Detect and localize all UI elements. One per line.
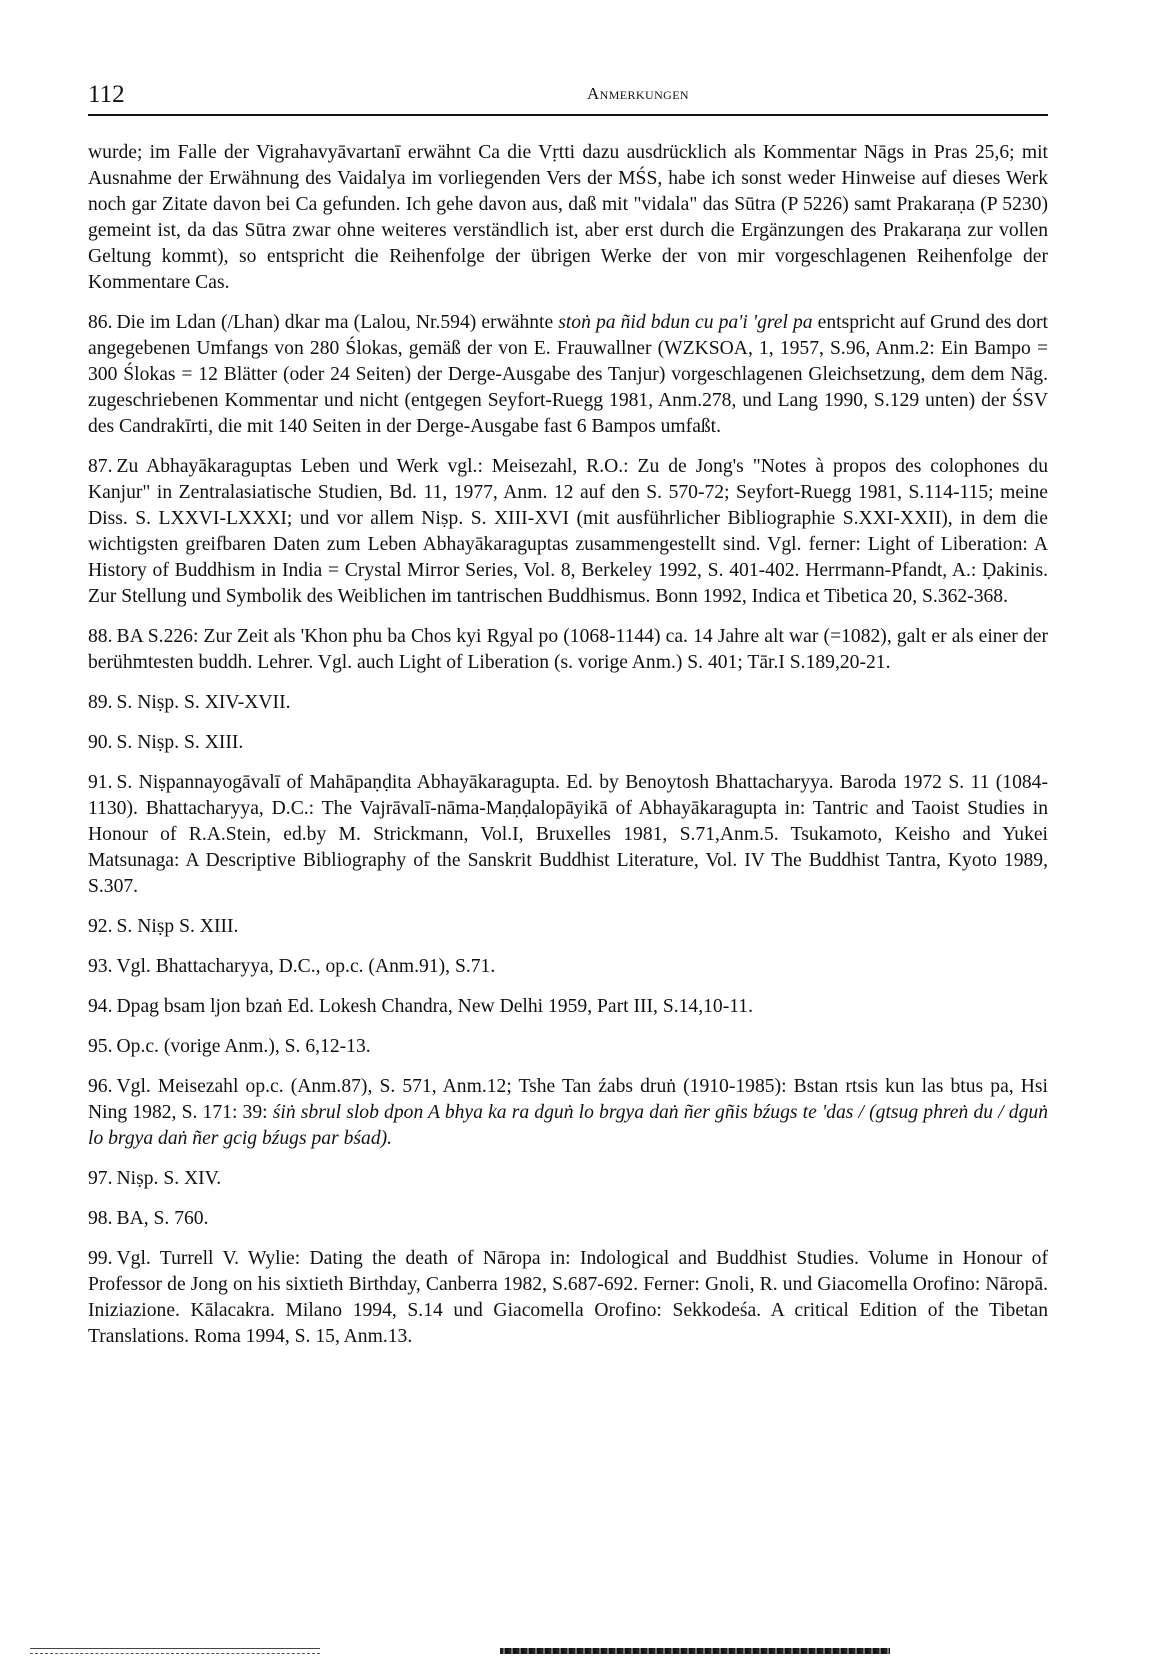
note-number: 89. bbox=[88, 692, 113, 713]
note-text: S. Niṣp S. XIII. bbox=[116, 916, 239, 937]
note-text: S. Niṣpannayogāvalī of Mahāpaṇḍita Abhayākaragupta. Ed. by Benoytosh Bhattacharyya. Baroda 1972 S. 11 (1084-1130). Bhattacharyya, D.C.: The Vajrāvalī-nāma-Maṇḍalopāyikā of Abhayākaragupta in: Tantric and Taoist Studies in Honour of R.A.Stein, ed.by M. Strickmann, Vol.I, Bruxelles 1981, S.71,Anm.5. Tsukamoto, Keisho and Yukei Matsunaga: A Descriptive Bibliography of the Sanskrit Buddhist Literature, Vol. IV The Buddhist Tantra, Kyoto 1989, S.307. bbox=[88, 772, 1048, 897]
running-title: Anmerkungen bbox=[586, 84, 689, 103]
note-number: 96. bbox=[88, 1076, 113, 1097]
page-header bbox=[88, 80, 1048, 116]
note-number: 94. bbox=[88, 996, 113, 1017]
note-91 bbox=[88, 770, 1048, 900]
note-number: 88. bbox=[88, 626, 113, 647]
note-text: Dpag bsam ljon bzaṅ Ed. Lokesh Chandra, New Delhi 1959, Part III, S.14,10-11. bbox=[116, 996, 753, 1017]
footnotes-body bbox=[88, 140, 1048, 1364]
note-92 bbox=[88, 914, 1048, 940]
note-87 bbox=[88, 454, 1048, 610]
note-text: Die im Ldan (/Lhan) dkar ma (Lalou, Nr.594) erwähnte bbox=[116, 312, 559, 333]
note-number: 93. bbox=[88, 956, 113, 977]
note-text: S. Niṣp. S. XIV-XVII. bbox=[116, 692, 291, 713]
note-text: S. Niṣp. S. XIII. bbox=[116, 732, 244, 753]
note-text: Zu Abhayākaraguptas Leben und Werk vgl.: Meisezahl, R.O.: Zu de Jong's "Notes à propos des colophones du Kanjur" in Zentralasiatische Studien, Bd. 11, 1977, Anm. 12 auf den S. 570-72; Seyfort-Ruegg 1981, S.114-115; meine Diss. S. LXXVI-LXXXI; und vor allem Niṣp. S. XIII-XVI (mit ausführlicher Bibliographie S.XXI-XXII), in dem die wichtigsten greifbaren Daten zum Leben Abhayākaraguptas zusammengestellt sind. Vgl. ferner: Light of Liberation: A History of Buddhism in India = Crystal Mirror Series, Vol. 8, Berkeley 1992, S. 401-402. Herrmann-Pfandt, A.: Ḍakinis. Zur Stellung und Symbolik des Weiblichen im tantrischen Buddhismus. Bonn 1992, Indica et Tibetica 20, S.362-368. bbox=[88, 456, 1048, 607]
note-continuation bbox=[88, 140, 1048, 296]
italic-text: śiṅ sbrul slob dpon A bhya ka ra dguṅ lo brgya daṅ ñer gñis bźugs te 'das / (gtsug phreṅ du / dguṅ lo brgya daṅ ñer gcig bźugs par bśad). bbox=[88, 1102, 1048, 1149]
scan-edge-artifact bbox=[500, 1648, 890, 1654]
note-98 bbox=[88, 1206, 1048, 1232]
note-text: Vgl. Bhattacharyya, D.C., op.c. (Anm.91), S.71. bbox=[116, 956, 496, 977]
note-97 bbox=[88, 1166, 1048, 1192]
note-number: 97. bbox=[88, 1168, 113, 1189]
note-number: 99. bbox=[88, 1248, 113, 1269]
note-number: 98. bbox=[88, 1208, 113, 1229]
note-number: 86. bbox=[88, 312, 113, 333]
note-number: 90. bbox=[88, 732, 113, 753]
note-number: 92. bbox=[88, 916, 113, 937]
note-90 bbox=[88, 730, 1048, 756]
note-86 bbox=[88, 310, 1048, 440]
note-text: Niṣp. S. XIV. bbox=[116, 1168, 222, 1189]
note-text: entspricht auf Grund des dort angegebenen Umfangs von 280 Ślokas, gemäß der von E. Frauwallner (WZKSOA, 1, 1957, S.96, Anm.2: Ein Bampo = 300 Ślokas = 12 Blätter (oder 24 Seiten) der Derge-Ausgabe des Tanjur) vorgeschlagenen Gleichsetzung, dem dem Nāg. zugeschriebenen Kommentar und nicht (entgegen Seyfort-Ruegg 1981, Anm.278, und Lang 1990, S.129 unten) der ŚSV des Candrakīrti, die mit 140 Seiten in der Derge-Ausgabe fast 6 Bampos umfaßt. bbox=[88, 312, 1048, 437]
note-93 bbox=[88, 954, 1048, 980]
scan-edge-artifact bbox=[30, 1648, 320, 1654]
note-88 bbox=[88, 624, 1048, 676]
note-text: Op.c. (vorige Anm.), S. 6,12-13. bbox=[116, 1036, 371, 1057]
note-96 bbox=[88, 1074, 1048, 1152]
page-number: 112 bbox=[88, 81, 125, 108]
note-number: 95. bbox=[88, 1036, 113, 1057]
note-99 bbox=[88, 1246, 1048, 1350]
note-95 bbox=[88, 1034, 1048, 1060]
note-text: wurde; im Falle der Vigrahavyāvartanī erwähnt Ca die Vṛtti dazu ausdrücklich als Kommentar Nāgs in Pras 25,6; mit Ausnahme der Erwähnung des Vaidalya im vorliegenden Vers der MŚS, habe ich sonst weder Hinweise auf dieses Werk noch gar Zitate davon bei Ca gefunden. Ich gehe davon aus, daß mit "vidala" das Sūtra (P 5226) samt Prakaraṇa (P 5230) gemeint ist, da das Sūtra zwar ohne weiteres verständlich ist, aber erst durch die Ergänzungen des Prakaraṇa zur vollen Geltung kommt), so entspricht die Reihenfolge der übrigen Werke der von mir vorgeschlagenen Reihenfolge der Kommentare Cas. bbox=[88, 142, 1048, 293]
note-number: 87. bbox=[88, 456, 113, 477]
note-text: Vgl. Turrell V. Wylie: Dating the death of Nāropa in: Indological and Buddhist Studies. Volume in Honour of Professor de Jong on his sixtieth Birthday, Canberra 1982, S.687-692. Ferner: Gnoli, R. und Giacomella Orofino: Nāropā. Iniziazione. Kālacakra. Milano 1994, S.14 und Giacomella Orofino: Sekkodeśa. A critical Edition of the Tibetan Translations. Roma 1994, S. 15, Anm.13. bbox=[88, 1248, 1048, 1347]
note-text: Vgl. Meisezahl op.c. (Anm.87), S. 571, Anm.12; Tshe Tan źabs druṅ (1910-1985): Bstan rtsis kun las btus pa, Hsi Ning 1982, S. 171: 39: bbox=[88, 1076, 1048, 1123]
note-89 bbox=[88, 690, 1048, 716]
italic-text: stoṅ pa ñid bdun cu pa'i 'grel pa bbox=[558, 312, 813, 333]
note-text: BA S.226: Zur Zeit als 'Khon phu ba Chos kyi Rgyal po (1068-1144) ca. 14 Jahre alt war (=1082), galt er als einer der berühmtesten buddh. Lehrer. Vgl. auch Light of Liberation (s. vorige Anm.) S. 401; Tār.I S.189,20-21. bbox=[88, 626, 1048, 673]
note-94 bbox=[88, 994, 1048, 1020]
note-text: BA, S. 760. bbox=[116, 1208, 209, 1229]
note-number: 91. bbox=[88, 772, 113, 793]
